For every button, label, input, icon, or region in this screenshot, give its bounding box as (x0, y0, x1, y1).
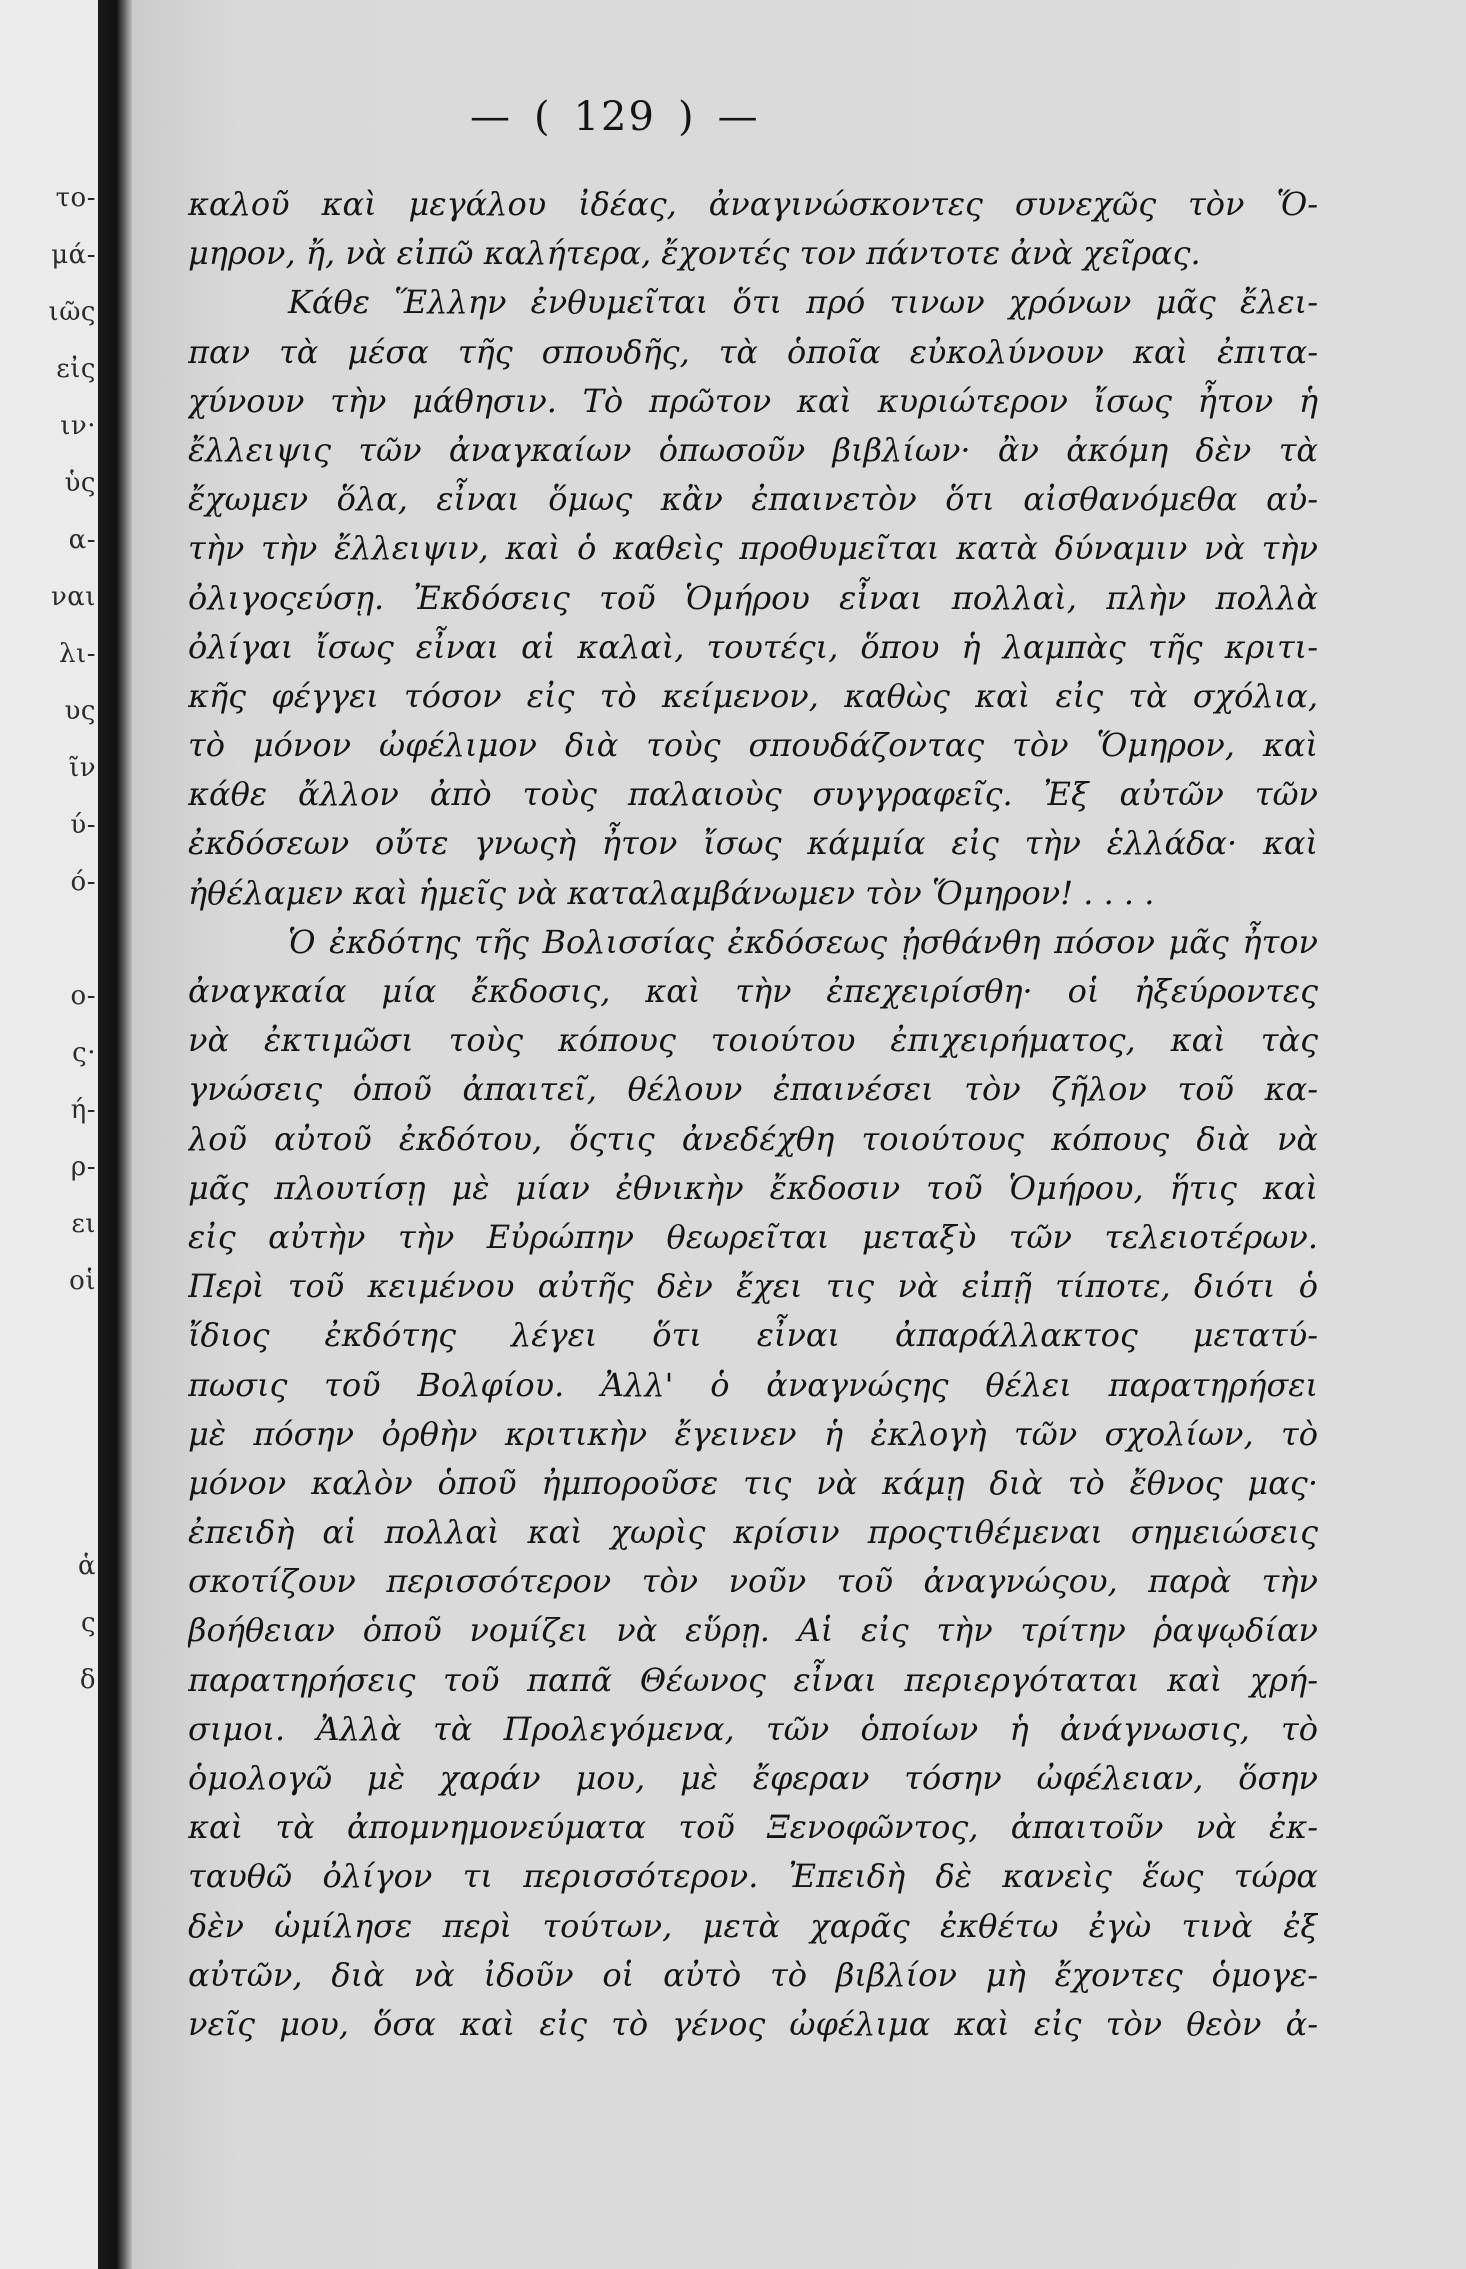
text-line: μᾶς πλουτίσῃ μὲ μίαν ἐθνικὴν ἔκδοσιν τοῦ Ὁμήρου, ἥτις καὶ (188, 1168, 1318, 1207)
book-binding-gutter (98, 0, 132, 2269)
facing-page-fragment: ς (80, 1608, 96, 1638)
text-line: ἐπειδὴ αἱ πολλαὶ καὶ χωρὶς κρίσιν προςτιθέμεναι σημειώσεις (188, 1513, 1318, 1552)
facing-page-fragment: ς· (72, 1038, 96, 1068)
text-line: ἠθέλαμεν καὶ ἡμεῖς νὰ καταλαμβάνωμεν τὸν Ὅμηρον! . . . . (188, 873, 1155, 912)
text-line: ὁμολογῶ μὲ χαράν μου, μὲ ἔφεραν τόσην ὠφέλειαν, ὅσην (188, 1759, 1318, 1797)
text-line: πωσις τοῦ Βολφίου. Ἀλλ' ὁ ἀναγνώςης θέλει παρατηρήσει (188, 1365, 1318, 1404)
text-line: ὀλίγαι ἴσως εἶναι αἱ καλαὶ, τουτέςι, ὅπου ἡ λαμπὰς τῆς κριτι- (188, 627, 1318, 666)
facing-page-fragment: ύ- (70, 810, 96, 840)
facing-page-fragment: ναι (50, 582, 96, 612)
facing-page-fragment: ό- (70, 867, 96, 897)
text-line: Ὁ ἐκδότης τῆς Βολισσίας ἐκδόσεως ᾐσθάνθη πόσον μᾶς ἦτον (288, 922, 1318, 961)
facing-page-fragment: το- (55, 183, 96, 213)
facing-page-fragment: υς (64, 696, 96, 726)
text-line: σκοτίζουν περισσότερον τὸν νοῦν τοῦ ἀναγνώςου, παρὰ τὴν (188, 1562, 1318, 1601)
facing-page-fragment: ή- (70, 1095, 96, 1125)
text-line: νὰ ἐκτιμῶσι τοὺς κόπους τοιούτου ἐπιχειρήματος, καὶ τὰς (188, 1021, 1318, 1060)
text-line: κῆς φέγγει τόσον εἰς τὸ κείμενον, καθὼς καὶ εἰς τὰ σχόλια, (188, 676, 1318, 715)
text-line: καὶ τὰ ἀπομνημονεύματα τοῦ Ξενοφῶντος, ἀπαιτοῦν νὰ ἐκ- (188, 1808, 1318, 1847)
header-right-dash: — (717, 94, 760, 140)
facing-page-fragment: ἁ (77, 1551, 96, 1581)
facing-page-fragment (0, 911, 96, 968)
facing-page-fragment (0, 1424, 96, 1481)
text-line: ἐκδόσεων οὔτε γνωςὴ ἦτον ἴσως κάμμία εἰς τὴν ἑλλάδα· καὶ (188, 824, 1318, 863)
facing-page-fragment: μά- (51, 240, 96, 270)
text-line: νεῖς μου, ὅσα καὶ εἰς τὸ γένος ὠφέλιμα καὶ εἰς τὸν θεὸν ἀ- (188, 2004, 1318, 2043)
text-line: ἴδιος ἐκδότης λέγει ὅτι εἶναι ἀπαράλλακτος μετατύ- (188, 1316, 1318, 1355)
text-line: παρατηρήσεις τοῦ παπᾶ Θέωνος εἶναι περιεργόταται καὶ χρή- (188, 1660, 1318, 1699)
text-line: τὸ μόνον ὠφέλιμον διὰ τοὺς σπουδάζοντας τὸν Ὅμηρον, καὶ (188, 726, 1318, 765)
body-text (188, 180, 1318, 2049)
text-line: γνώσεις ὁποῦ ἀπαιτεῖ, θέλουν ἐπαινέσει τὸν ζῆλον τοῦ κα- (188, 1070, 1318, 1109)
text-line: ἔλλειψις τῶν ἀναγκαίων ὁπωσοῦν βιβλίων· ἂν ἀκόμη δὲν τὰ (188, 430, 1318, 469)
text-line: σιμοι. Ἀλλὰ τὰ Προλεγόμενα, τῶν ὁποίων ἡ ἀνάγνωσις, τὸ (188, 1709, 1318, 1748)
text-line: μὲ πόσην ὀρθὴν κριτικὴν ἔγεινεν ἡ ἐκλογὴ τῶν σχολίων, τὸ (188, 1414, 1318, 1453)
facing-page-fragment: δ (79, 1665, 96, 1695)
text-line: χύνουν τὴν μάθησιν. Τὸ πρῶτον καὶ κυριώτερον ἴσως ἦτον ἡ (188, 381, 1318, 420)
text-line: ταυθῶ ὀλίγον τι περισσότερον. Ἐπειδὴ δὲ κανεὶς ἕως τώρα (188, 1857, 1318, 1896)
text-line: τὴν τὴν ἔλλειψιν, καὶ ὁ καθεὶς προθυμεῖται κατὰ δύναμιν νὰ τὴν (188, 529, 1318, 568)
header-close-paren: ) (677, 94, 696, 140)
facing-page-fragment: α- (68, 525, 96, 555)
text-line: Κάθε Ἕλλην ἐνθυμεῖται ὅτι πρό τινων χρόνων μᾶς ἔλει- (288, 283, 1318, 322)
text-line: εἰς αὐτὴν τὴν Εὐρώπην θεωρεῖται μεταξὺ τῶν τελειοτέρων. (188, 1217, 1318, 1256)
header-left-dash: — (470, 94, 512, 140)
text-line: ὀλιγοςεύσῃ. Ἐκδόσεις τοῦ Ὁμήρου εἶναι πολλαὶ, πλὴν πολλὰ (188, 578, 1318, 617)
facing-page-fragment: ιν· (60, 411, 96, 441)
text-line: Περὶ τοῦ κειμένου αὐτῆς δὲν ἔχει τις νὰ εἰπῇ τίποτε, διότι ὁ (188, 1267, 1318, 1306)
text-line: ἔχωμεν ὅλα, εἶναι ὅμως κἂν ἐπαινετὸν ὅτι αἰσθανόμεθα αὐ- (188, 480, 1318, 519)
facing-page-fragment (0, 1310, 96, 1367)
text-line: βοήθειαν ὁποῦ νομίζει νὰ εὕρῃ. Αἱ εἰς τὴν τρίτην ῥαψῳδίαν (188, 1611, 1318, 1650)
facing-page-fragment: ο- (70, 981, 96, 1011)
text-line: μηρον, ἤ, νὰ εἰπῶ καλήτερα, ἔχοντές τον πάντοτε ἀνὰ χεῖρας. (188, 234, 1201, 273)
text-line: καλοῦ καὶ μεγάλου ἰδέας, ἀναγινώσκοντες συνεχῶς τὸν Ὅ- (188, 185, 1318, 223)
facing-page-fragment: ρ- (70, 1152, 96, 1182)
facing-page-fragment: ιῶς (48, 297, 96, 327)
facing-page-fragment: λι- (59, 639, 96, 669)
facing-page-fragment: ει (71, 1209, 96, 1239)
facing-page-fragment: εἰς (56, 354, 96, 384)
page-number: 129 (573, 94, 656, 140)
text-line: μόνον καλὸν ὁποῦ ἠμποροῦσε τις νὰ κάμῃ διὰ τὸ ἔθνος μας· (188, 1463, 1318, 1502)
header-open-paren: ( (534, 94, 552, 140)
text-line: δὲν ὡμίλησε περὶ τούτων, μετὰ χαρᾶς ἐκθέτω ἐγὼ τινὰ ἐξ (188, 1906, 1318, 1945)
facing-page-fragment (0, 1481, 96, 1538)
text-line: ἀναγκαία μία ἔκδοσις, καὶ τὴν ἐπεχειρίσθη· οἱ ἠξεύροντες (188, 972, 1318, 1010)
facing-page-fragment: ὑς (64, 468, 96, 498)
facing-page-fragment: οἱ (69, 1266, 96, 1296)
text-line: αὐτῶν, διὰ νὰ ἰδοῦν οἱ αὐτὸ τὸ βιβλίον μὴ ἔχοντες ὁμογε- (188, 1955, 1318, 1994)
facing-page-fragment (0, 1367, 96, 1424)
text-line: λοῦ αὐτοῦ ἐκδότου, ὅςτις ἀνεδέχθη τοιούτους κόπους διὰ νὰ (188, 1119, 1318, 1158)
text-line: κάθε ἄλλον ἀπὸ τοὺς παλαιοὺς συγγραφεῖς. Ἐξ αὐτῶν τῶν (188, 775, 1318, 814)
text-line: παν τὰ μέσα τῆς σπουδῆς, τὰ ὁποῖα εὐκολύνουν καὶ ἐπιτα- (188, 332, 1318, 371)
page-header (470, 92, 950, 142)
facing-page-text-fragments (0, 170, 96, 1709)
facing-page-fragment: ῖν (69, 753, 96, 783)
